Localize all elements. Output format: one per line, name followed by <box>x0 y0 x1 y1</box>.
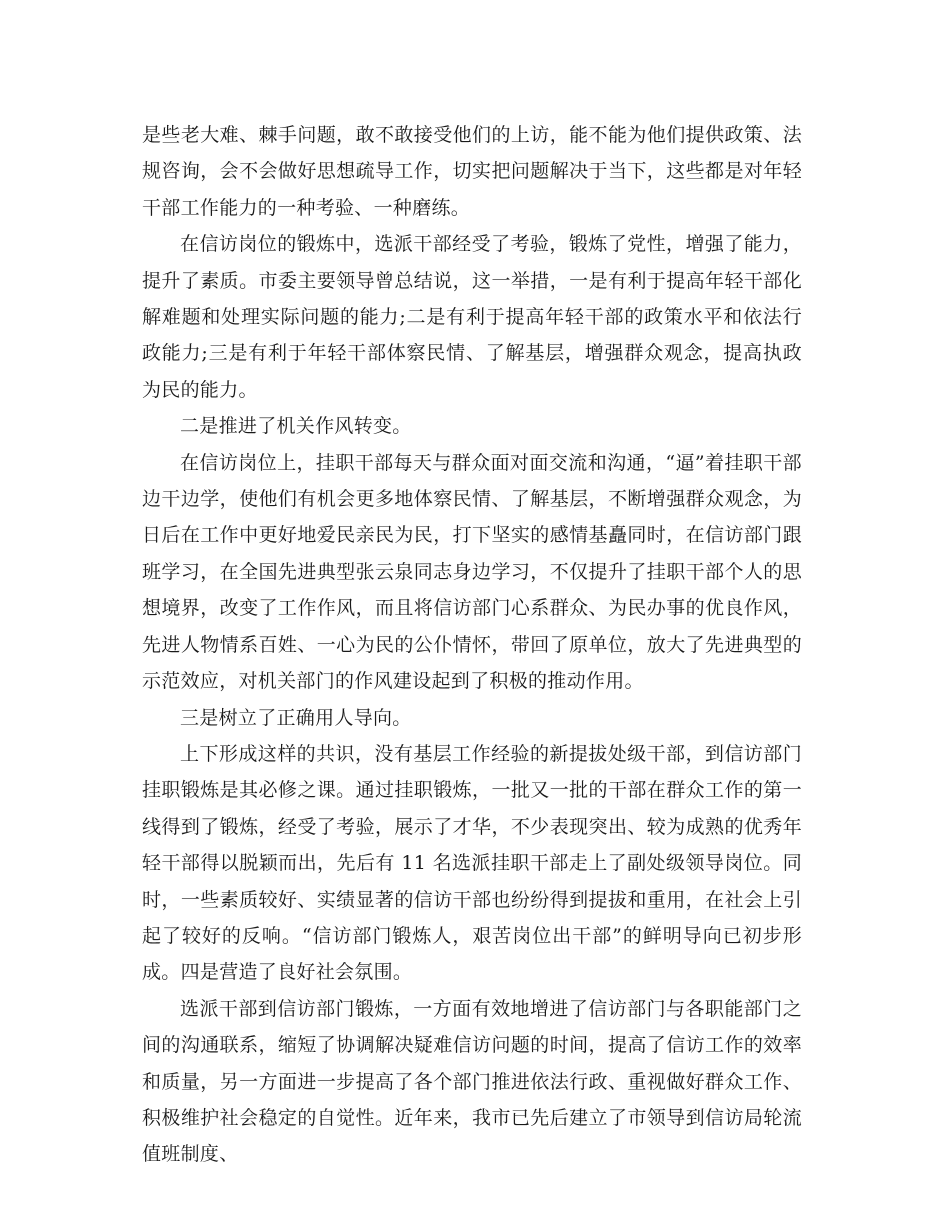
paragraph-7: 选派干部到信访部门锻炼，一方面有效地增进了信访部门与各职能部门之间的沟通联系，缩短了协调解决疑难信访问题的时间，提高了信访工作的效率和质量，另一方面进一步提高了各个部门推进依法行政、重视做好群众工作、积极维护社会稳定的自觉性。近年来，我市已先后建立了市领导到信访局轮流值班制度、 <box>142 997 802 1166</box>
paragraph-3: 二是推进了机关作风转变。 <box>180 415 412 438</box>
paragraph-5: 三是树立了正确用人导向。 <box>180 706 412 729</box>
paragraph-1: 是些老大难、棘手问题，敢不敢接受他们的上访，能不能为他们提供政策、法规咨询，会不会做好思想疏导工作，切实把问题解决于当下，这些都是对年轻干部工作能力的一种考验、一种磨练。 <box>142 124 802 219</box>
document-body <box>142 117 802 1173</box>
paragraph-6: 上下形成这样的共识，没有基层工作经验的新提拔处级干部，到信访部门挂职锻炼是其必修之课。通过挂职锻炼，一批又一批的干部在群众工作的第一线得到了锻炼，经受了考验，展示了才华，不少表现突出、较为成熟的优秀年轻干部得以脱颖而出，先后有 11 名选派挂职干部走上了副处级领导岗位。同时，一些素质较好、实绩显著的信访干部也纷纷得到提拔和重用，在社会上引起了较好的反响。“信访部门锻炼人，艰苦岗位出干部”的鲜明导向已初步形成。四是营造了良好社会氛围。 <box>142 742 802 984</box>
paragraph-4: 在信访岗位上，挂职干部每天与群众面对面交流和沟通，“逼”着挂职干部边干边学，使他们有机会更多地体察民情、了解基层，不断增强群众观念，为日后在工作中更好地爱民亲民为民，打下坚实的感情基矗同时，在信访部门跟班学习，在全国先进典型张云泉同志身边学习，不仅提升了挂职干部个人的思想境界，改变了工作作风，而且将信访部门心系群众、为民办事的优良作风，先进人物情系百姓、一心为民的公仆情怀，带回了原单位，放大了先进典型的示范效应，对机关部门的作风建设起到了积极的推动作用。 <box>142 451 802 693</box>
paragraph-2: 在信访岗位的锻炼中，选派干部经受了考验，锻炼了党性，增强了能力，提升了素质。市委主要领导曾总结说，这一举措，一是有利于提高年轻干部化解难题和处理实际问题的能力;二是有利于提高年轻干部的政策水平和依法行政能力;三是有利于年轻干部体察民情、了解基层，增强群众观念，提高执政为民的能力。 <box>142 233 802 401</box>
